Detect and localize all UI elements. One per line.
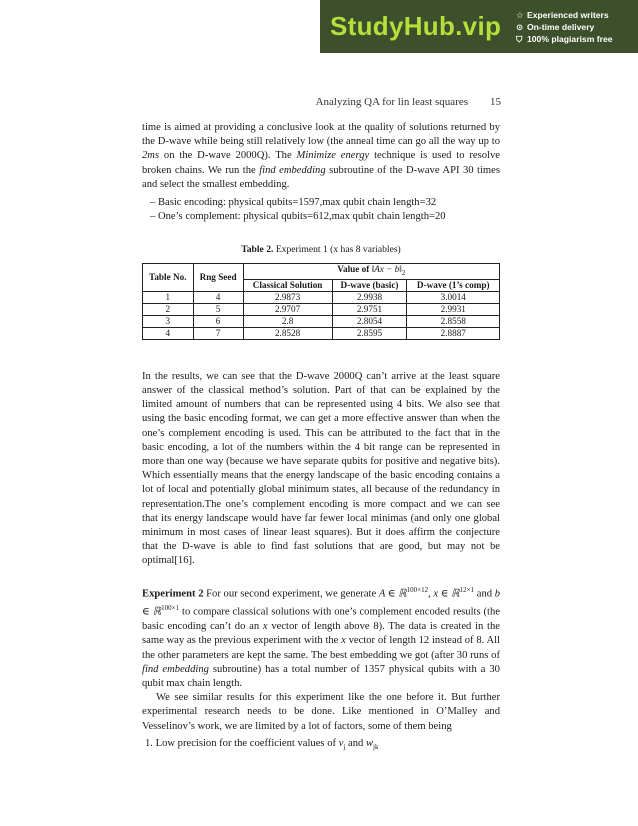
paragraph: In the results, we can see that the D-wave 2000Q can’t arrive at the least square answer of the classical method’s solution. Part of that can be explained by the limited amount of numbers that can be represented using 4 bits. We also see that using the basic encoding format, we can get a more effective answer than when the one’s complement encoding is used. This can be attributed to the fact that in the basic encoding, a lot of the numbers within the 4 bit range can be represented in more than one way (because we have separate qubits for positive and negative bits). Which essentially means that the energy landscape of the basic encoding contains a lot of local and potentially global minimum states, all because of the redundancy in representation.The one’s complement encoding is more compact and we can see that its energy landscape would have far fewer local minimas (and only one global minimum in most cases of linear least squares). But it does affirm the conjecture that the D-wave is able to find fast solutions that are good, but may not be optimal[16]. [142,370,500,567]
page-body [142,121,500,754]
col-header: Rng Seed [193,264,243,292]
col-header: D-wave (basic) [332,279,407,291]
list-item: – Basic encoding: physical qubits=1597,max qubit chain length=32 [150,196,500,210]
table-row: 3 6 2.8 2.8054 2.8558 [143,315,500,327]
running-head [316,96,501,108]
ad-banner[interactable] [320,0,638,53]
table-row: 1 4 2.9873 2.9938 3.0014 [143,291,500,303]
brand-logo: StudyHub.vip [330,11,502,41]
col-group-header: Value of ‖Ax − $b‖_2$ [243,264,499,280]
feature-item: ⛉ 100% plagiarism free [516,33,613,44]
paragraph: time is aimed at providing a conclusive look at the quality of solutions returned by the D-wave while being still relatively low (the anneal time can go all the way up to 2ms on the D-wave 2000Q). The Minimize energy technique is used to resolve broken chains. We run the find embedding subroutine of the D-wave API 30 times and select the smallest embedding. [142,122,500,190]
running-title: Analyzing QA for lin least squares [315,96,468,108]
list-item: – One’s complement: physical qubits=612,max qubit chain length=20 [150,210,500,224]
table-caption: Table 2. Experiment 1 (x has 8 variables) [241,244,401,256]
star-icon: ☆ [516,9,524,20]
paragraph: Experiment 2 For our second experiment, we generate A ∈ ℝ$^{100\times 12}$, x ∈ ℝ$^{12\times 1}$ and b ∈ ℝ$^{100\times 1}$ to compare classical solutions with one’s complement encoded results (the basic encoding can’t do an x vector of length above 8). The data is created in the same way as the previous experiment with the x vector of length 12 instead of 8. All the other parameters are kept the same. The best embedding we got (after 30 runs of find embedding subroutine) has a total number of 1357 physical qubits with a 30 qubit max chain length. [142,585,501,689]
numbered-list [142,737,500,754]
shield-check-icon: ⛉ [516,33,523,44]
feature-item: ⊙ On-time delivery [516,21,595,32]
table-row: 4 7 2.8528 2.8595 2.8887 [143,327,500,339]
page-number: 15 [490,96,501,108]
col-header: Classical Solution [243,279,332,291]
feature-item: ☆ Experienced writers [516,9,609,20]
col-header: D-wave (1’s comp) [407,279,500,291]
table-row: 2 5 2.9707 2.9751 2.9931 [143,303,500,315]
clock-icon: ⊙ [516,21,524,32]
paragraph: We see similar results for this experiment like the one before it. But further experimental research needs to be done. Like mentioned in O’Malley and Vesselinov’s work, we are limited by a lot of factors, some of them being [142,692,500,732]
banner-features [516,9,613,45]
experiment-heading: Experiment 2 [142,588,204,600]
bullet-list [142,196,500,224]
list-item: 1. Low precision for the coefficient values of $v_j$ and $w_{jk}$ [145,737,379,751]
col-header: Table No. [143,264,194,292]
results-table [142,263,500,340]
